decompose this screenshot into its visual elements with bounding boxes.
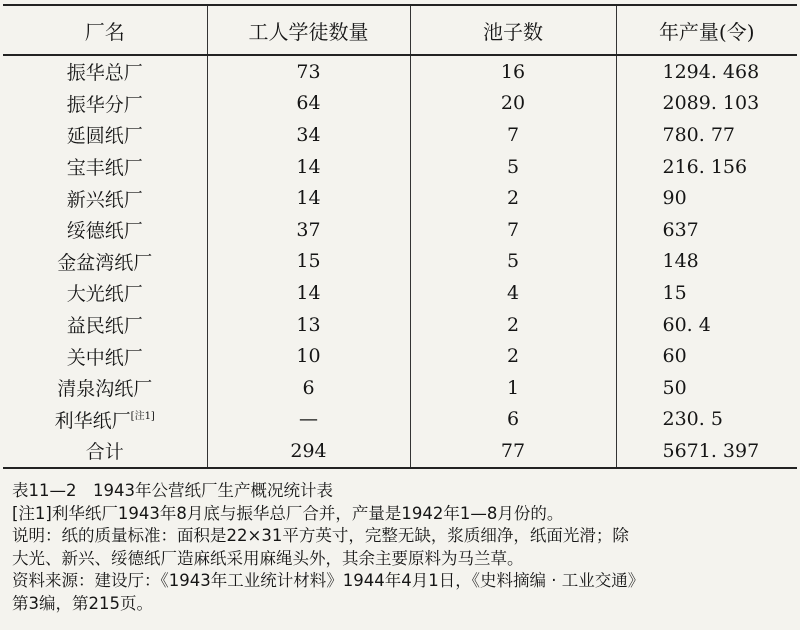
workers-cell: 10 xyxy=(207,340,410,372)
mill-name-cell: 大光纸厂 xyxy=(3,277,207,309)
pools-cell: 4 xyxy=(410,277,616,309)
statistics-table-container xyxy=(3,4,797,469)
pools-cell: 2 xyxy=(410,340,616,372)
total-output-cell: 5671. 397 xyxy=(616,435,797,468)
workers-cell: 13 xyxy=(207,309,410,341)
explanation-line-2: 大光、新兴、绥德纸厂造麻纸采用麻绳头外，其余主要原料为马兰草。 xyxy=(12,548,524,568)
output-cell: 230. 5 xyxy=(662,408,723,431)
table-row xyxy=(3,214,797,246)
pools-cell: 7 xyxy=(410,214,616,246)
pools-cell: 2 xyxy=(410,309,616,341)
mill-name-cell: 振华总厂 xyxy=(3,55,207,88)
source-line-2: 第3编，第215页。 xyxy=(12,593,153,613)
workers-cell: 14 xyxy=(207,151,410,183)
workers-cell: 6 xyxy=(207,372,410,404)
output-cell: 60. 4 xyxy=(662,313,711,336)
mill-name-cell: 金盆湾纸厂 xyxy=(3,246,207,278)
table-row xyxy=(3,372,797,404)
footnote-marker: [注1] xyxy=(130,410,155,422)
output-cell: 148 xyxy=(662,250,699,273)
total-row xyxy=(3,435,797,468)
table-row xyxy=(3,182,797,214)
workers-cell: 14 xyxy=(207,182,410,214)
pools-cell: 1 xyxy=(410,372,616,404)
mill-name-cell: 益民纸厂 xyxy=(3,309,207,341)
mill-name-cell: 清泉沟纸厂 xyxy=(3,372,207,404)
output-cell: 50 xyxy=(662,376,687,399)
table-row xyxy=(3,151,797,183)
workers-cell: 37 xyxy=(207,214,410,246)
table-header-row xyxy=(3,5,797,55)
header-workers: 工人学徒数量 xyxy=(207,5,410,55)
output-cell: 637 xyxy=(662,218,699,241)
mill-name-cell: 宝丰纸厂 xyxy=(3,151,207,183)
mill-name-cell: 绥德纸厂 xyxy=(3,214,207,246)
table-footer xyxy=(12,480,797,615)
pools-cell: 5 xyxy=(410,151,616,183)
output-cell: 15 xyxy=(662,281,687,304)
pools-cell: 20 xyxy=(410,88,616,120)
table-row xyxy=(3,55,797,88)
workers-cell: 14 xyxy=(207,277,410,309)
total-label-cell: 合计 xyxy=(3,435,207,468)
mill-name-cell: 新兴纸厂 xyxy=(3,182,207,214)
table-caption: 表11—2 1943年公营纸厂生产概况统计表 xyxy=(12,481,333,500)
table-row xyxy=(3,340,797,372)
source-line-1: 资料来源：建设厅：《1943年工业统计材料》1944年4月1日，《史料摘编 · 工业交通》 xyxy=(12,571,645,590)
output-cell: 2089. 103 xyxy=(662,92,760,115)
header-pools: 池子数 xyxy=(410,5,616,55)
pools-cell: 6 xyxy=(410,404,616,436)
explanation-line-1: 说明：纸的质量标准：面积是22×31平方英寸，完整无缺，浆质细净，纸面光滑；除 xyxy=(12,526,629,545)
total-workers-cell: 294 xyxy=(207,435,410,468)
table-row xyxy=(3,246,797,278)
paper-mill-statistics-table xyxy=(3,4,797,469)
header-mill-name: 厂名 xyxy=(3,5,207,55)
output-cell: 90 xyxy=(662,187,687,210)
mill-name-cell: 关中纸厂 xyxy=(3,340,207,372)
table-row xyxy=(3,119,797,151)
mill-name-text: 利华纸厂 xyxy=(54,409,131,432)
mill-name-cell xyxy=(3,404,207,436)
mill-name-cell: 延圆纸厂 xyxy=(3,119,207,151)
mill-name-cell: 振华分厂 xyxy=(3,88,207,120)
output-cell: 60 xyxy=(662,345,687,368)
output-cell: 780. 77 xyxy=(662,123,736,146)
output-cell: 1294. 468 xyxy=(662,60,760,83)
total-pools-cell: 77 xyxy=(410,435,616,468)
workers-cell: 34 xyxy=(207,119,410,151)
table-row xyxy=(3,277,797,309)
pools-cell: 5 xyxy=(410,246,616,278)
header-annual-output: 年产量(令) xyxy=(616,5,797,55)
pools-cell: 2 xyxy=(410,182,616,214)
output-cell: 216. 156 xyxy=(662,155,748,178)
workers-cell: 64 xyxy=(207,88,410,120)
pools-cell: 7 xyxy=(410,119,616,151)
table-row xyxy=(3,309,797,341)
footnote-1: [注1]利华纸厂1943年8月底与振华总厂合并，产量是1942年1—8月份的。 xyxy=(12,503,564,523)
workers-cell: 73 xyxy=(207,55,410,88)
workers-cell: 15 xyxy=(207,246,410,278)
table-row xyxy=(3,404,797,436)
table-row xyxy=(3,88,797,120)
workers-cell: — xyxy=(207,404,410,436)
pools-cell: 16 xyxy=(410,55,616,88)
